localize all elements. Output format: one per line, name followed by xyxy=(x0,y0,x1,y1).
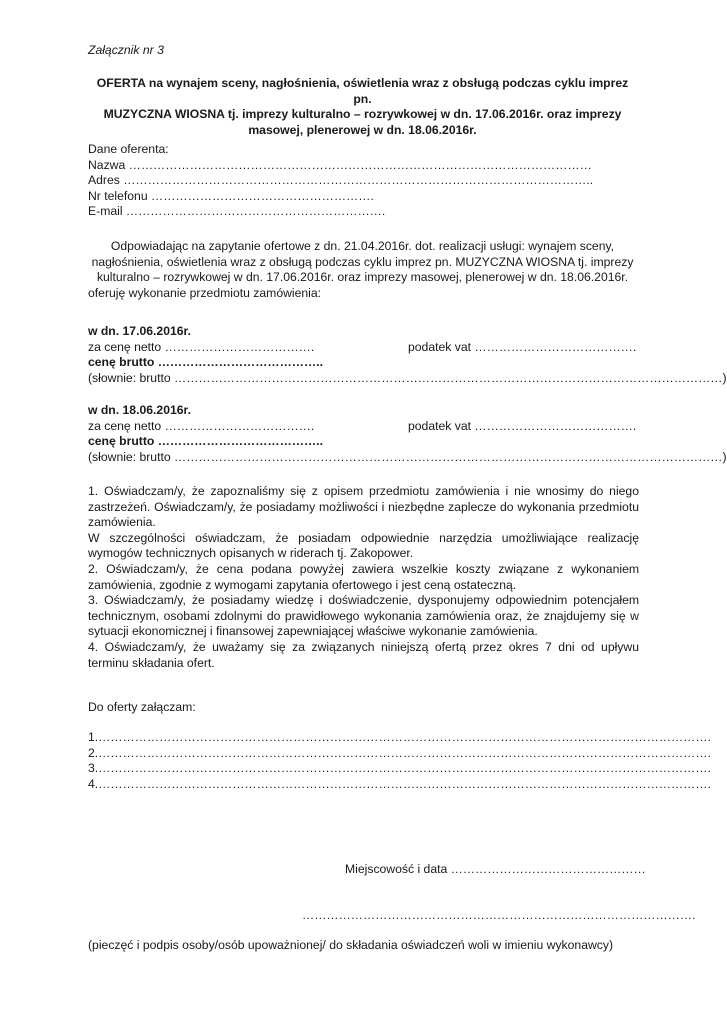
bidder-details xyxy=(88,142,648,220)
gross-in-words-field: (słownie: brutto ………………………………………………………………………………………………………………………) xyxy=(88,449,727,464)
attachments-list xyxy=(88,730,711,792)
bidder-email-field: E-mail ………………………………………………………. xyxy=(88,204,386,219)
declaration-item: 3. Oświadczam/y, że posiadamy wiedzę i doświadczenie, dysponujemy odpowiednim potencjałem technicznym, osobami zdolnymi do prawidłowego wykonania zamówienia oraz, że znajdujemy się w sytuacji ekonomicznej i finansowej zapewniającej właściwe wykonanie zamówienia. xyxy=(88,593,639,639)
gross-price-field: cenę brutto ………………………………….. xyxy=(88,434,323,449)
declaration-item: 4. Oświadczam/y, że uważamy się za związanych niniejszą ofertą przez okres 7 dni od upływu terminu składania ofert. xyxy=(88,639,639,670)
intro-line: oferuję wykonanie przedmiotu zamówienia: xyxy=(88,285,322,300)
intro-line: Odpowiadając na zapytanie ofertowe z dn. 21.04.2016r. dot. realizacji usługi: wynajem sceny, xyxy=(110,239,615,253)
gross-in-words-field: (słownie: brutto ………………………………………………………………………………………………………………………) xyxy=(88,370,727,385)
declaration-item: 1. Oświadczam/y, że zapoznaliśmy się z opisem przedmiotu zamówienia i nie wnosimy do niego zastrzeżeń. Oświadczam/y, że posiadamy możliwości i niezbędne zaplecze do wykonania przedmiotu zamówienia. xyxy=(88,484,639,530)
annex-label: Załącznik nr 3 xyxy=(88,43,164,57)
declarations xyxy=(88,484,639,671)
signature-line: ……………………………………………………………………………………. xyxy=(302,908,696,922)
intro-paragraph xyxy=(88,239,637,301)
price-date: w dn. 18.06.2016r. xyxy=(88,403,191,417)
title-line: masowej, plenerowej w dn. 18.06.2016r. xyxy=(248,122,477,137)
vat-field: podatek vat …………………………………. xyxy=(408,339,637,354)
intro-line: kulturalno – rozrywkowej w dn. 17.06.2016r. oraz imprezy masowej, plenerowej w dn. 18.06.2016r. xyxy=(96,270,629,285)
document-title xyxy=(88,76,637,138)
attachment-line: 2.……………………………………………………………………………………………………………………………………. xyxy=(88,745,711,760)
price-block-day1 xyxy=(88,324,727,386)
bidder-heading: Dane oferenta: xyxy=(88,142,169,156)
price-date: w dn. 17.06.2016r. xyxy=(88,324,191,338)
declaration-item: 2. Oświadczam/y, że cena podana powyżej zawiera wszelkie koszty związane z wykonaniem zamówienia, zgodnie z wymogami zapytania ofertowego i jest ceną ostateczną. xyxy=(88,561,639,592)
intro-line: nagłośnienia, oświetlenia wraz z obsługą podczas cyklu imprez pn. MUZYCZNA WIOSNA tj. imprezy xyxy=(91,254,634,269)
price-row xyxy=(88,418,637,435)
attachments-heading: Do oferty załączam: xyxy=(88,700,196,714)
attachment-line: 4.……………………………………………………………………………………………………………………………………. xyxy=(88,776,711,791)
net-price-field: za cenę netto ………………………………. xyxy=(88,339,315,354)
title-line: OFERTA na wynajem sceny, nagłośnienia, oświetlenia wraz z obsługą podczas cyklu imprez pn. xyxy=(96,76,629,106)
price-row xyxy=(88,339,637,356)
attachment-line: 3.……………………………………………………………………………………………………………………………………. xyxy=(88,761,711,776)
vat-field: podatek vat …………………………………. xyxy=(408,418,637,433)
bidder-name-field: Nazwa …………………………………………………………………………………………………… xyxy=(88,157,592,172)
signature-caption: (pieczęć i podpis osoby/osób upoważnionej/ do składania oświadczeń woli w imieniu wykonawcy) xyxy=(88,938,614,952)
price-block-day2 xyxy=(88,403,727,465)
bidder-phone-field: Nr telefonu ………………………………………………. xyxy=(88,188,374,203)
place-and-date-field: Miejscowość i data ………………………………………… xyxy=(345,862,646,876)
attachment-line: 1.……………………………………………………………………………………………………………………………………. xyxy=(88,730,711,744)
title-line: MUZYCZNA WIOSNA tj. imprezy kulturalno – rozrywkowej w dn. 17.06.2016r. oraz imprezy xyxy=(103,107,622,122)
declaration-item: W szczególności oświadczam, że posiadam odpowiednie narzędzia umożliwiające realizację wymogów technicznych opisanych w riderach tj. Zakopower. xyxy=(88,530,639,561)
net-price-field: za cenę netto ………………………………. xyxy=(88,418,315,433)
gross-price-field: cenę brutto ………………………………….. xyxy=(88,355,323,370)
bidder-address-field: Adres …………………………………………………………………………………………………….. xyxy=(88,173,594,188)
